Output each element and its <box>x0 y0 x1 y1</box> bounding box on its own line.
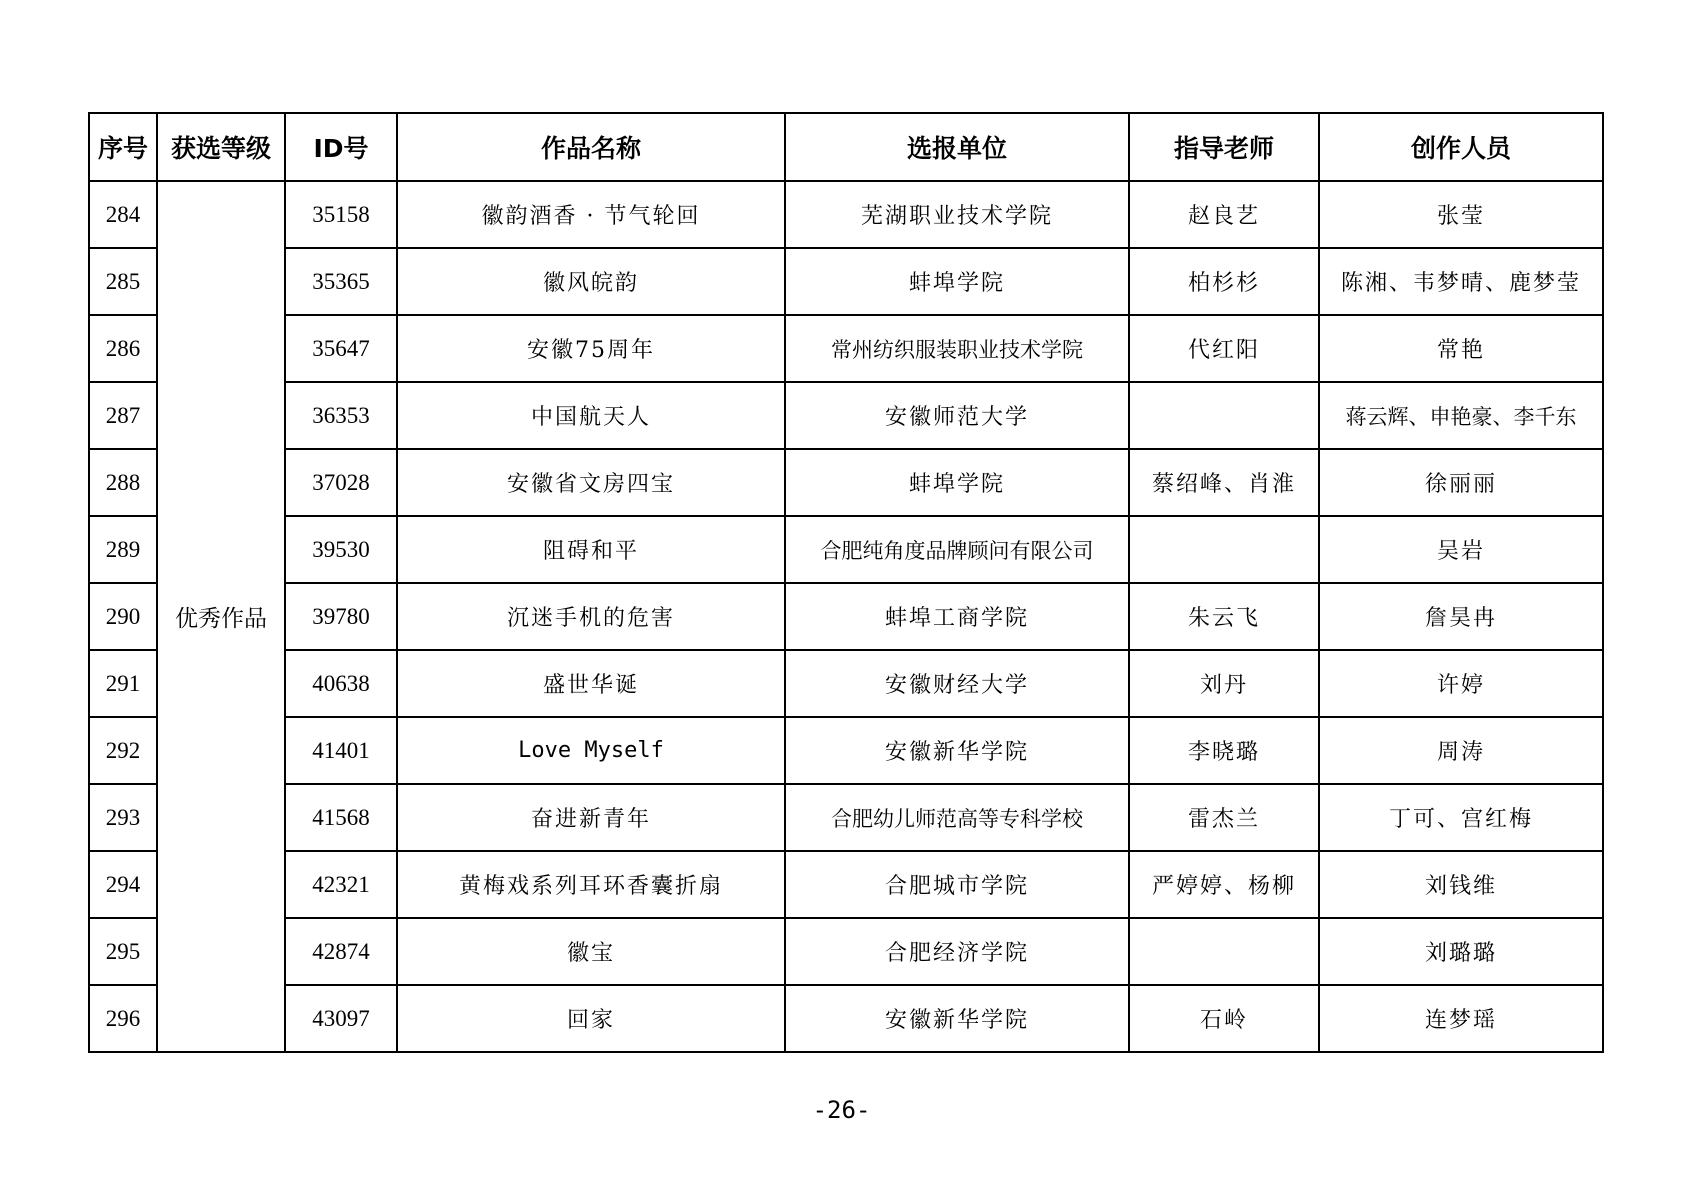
header-level: 获选等级 <box>157 113 285 181</box>
cell-teacher: 蔡绍峰、肖淮 <box>1129 449 1319 516</box>
cell-teacher: 赵良艺 <box>1129 181 1319 248</box>
cell-work: 安徽省文房四宝 <box>397 449 785 516</box>
cell-creators: 刘璐璐 <box>1319 918 1603 985</box>
header-unit: 选报单位 <box>785 113 1129 181</box>
cell-id: 42874 <box>285 918 397 985</box>
cell-id: 41401 <box>285 717 397 784</box>
header-work: 作品名称 <box>397 113 785 181</box>
table-row <box>89 985 1603 1052</box>
cell-unit: 安徽新华学院 <box>785 985 1129 1052</box>
table-row <box>89 583 1603 650</box>
cell-creators: 徐丽丽 <box>1319 449 1603 516</box>
cell-teacher: 石岭 <box>1129 985 1319 1052</box>
cell-seq: 291 <box>89 650 157 717</box>
cell-teacher: 刘丹 <box>1129 650 1319 717</box>
cell-work: 徽宝 <box>397 918 785 985</box>
cell-creators: 周涛 <box>1319 717 1603 784</box>
cell-seq: 284 <box>89 181 157 248</box>
table-body <box>89 181 1603 1052</box>
cell-work: 黄梅戏系列耳环香囊折扇 <box>397 851 785 918</box>
cell-id: 36353 <box>285 382 397 449</box>
cell-unit: 常州纺织服装职业技术学院 <box>785 315 1129 382</box>
table-row <box>89 650 1603 717</box>
cell-id: 40638 <box>285 650 397 717</box>
cell-teacher: 朱云飞 <box>1129 583 1319 650</box>
header-id: ID号 <box>285 113 397 181</box>
cell-creators: 常艳 <box>1319 315 1603 382</box>
cell-unit: 合肥经济学院 <box>785 918 1129 985</box>
cell-seq: 290 <box>89 583 157 650</box>
cell-work: 阻碍和平 <box>397 516 785 583</box>
cell-seq: 293 <box>89 784 157 851</box>
cell-unit: 合肥城市学院 <box>785 851 1129 918</box>
table-row <box>89 315 1603 382</box>
cell-teacher: 代红阳 <box>1129 315 1319 382</box>
table-header <box>89 113 1603 181</box>
cell-unit: 安徽师范大学 <box>785 382 1129 449</box>
cell-creators: 丁可、宫红梅 <box>1319 784 1603 851</box>
cell-work: 盛世华诞 <box>397 650 785 717</box>
cell-teacher: 雷杰兰 <box>1129 784 1319 851</box>
cell-teacher: 严婷婷、杨柳 <box>1129 851 1319 918</box>
cell-seq: 289 <box>89 516 157 583</box>
cell-teacher <box>1129 918 1319 985</box>
cell-unit: 蚌埠学院 <box>785 449 1129 516</box>
cell-seq: 286 <box>89 315 157 382</box>
cell-seq: 287 <box>89 382 157 449</box>
cell-creators: 詹昊冉 <box>1319 583 1603 650</box>
cell-work: 安徽75周年 <box>397 315 785 382</box>
cell-creators: 许婷 <box>1319 650 1603 717</box>
cell-creators: 蒋云辉、申艳豪、李千东 <box>1319 382 1603 449</box>
cell-id: 41568 <box>285 784 397 851</box>
header-row <box>89 113 1603 181</box>
header-creators: 创作人员 <box>1319 113 1603 181</box>
cell-unit: 合肥纯角度品牌顾问有限公司 <box>785 516 1129 583</box>
cell-unit: 蚌埠学院 <box>785 248 1129 315</box>
cell-seq: 288 <box>89 449 157 516</box>
cell-creators: 连梦瑶 <box>1319 985 1603 1052</box>
cell-id: 42321 <box>285 851 397 918</box>
cell-id: 35158 <box>285 181 397 248</box>
cell-seq: 295 <box>89 918 157 985</box>
table-row <box>89 181 1603 248</box>
cell-teacher: 李晓璐 <box>1129 717 1319 784</box>
table-row <box>89 516 1603 583</box>
header-seq: 序号 <box>89 113 157 181</box>
cell-work: 沉迷手机的危害 <box>397 583 785 650</box>
cell-teacher: 柏杉杉 <box>1129 248 1319 315</box>
cell-id: 35647 <box>285 315 397 382</box>
cell-work: 徽韵酒香 · 节气轮回 <box>397 181 785 248</box>
table-row <box>89 248 1603 315</box>
awards-table <box>88 112 1604 1053</box>
cell-seq: 292 <box>89 717 157 784</box>
cell-teacher <box>1129 382 1319 449</box>
cell-creators: 张莹 <box>1319 181 1603 248</box>
cell-unit: 蚌埠工商学院 <box>785 583 1129 650</box>
cell-seq: 296 <box>89 985 157 1052</box>
table-row <box>89 851 1603 918</box>
cell-id: 43097 <box>285 985 397 1052</box>
cell-id: 35365 <box>285 248 397 315</box>
cell-seq: 285 <box>89 248 157 315</box>
cell-creators: 吴岩 <box>1319 516 1603 583</box>
cell-work: 中国航天人 <box>397 382 785 449</box>
cell-creators: 刘钱维 <box>1319 851 1603 918</box>
cell-level: 优秀作品 <box>157 181 285 1052</box>
cell-work: 徽风皖韵 <box>397 248 785 315</box>
cell-work: 奋进新青年 <box>397 784 785 851</box>
cell-work: 回家 <box>397 985 785 1052</box>
cell-id: 39780 <box>285 583 397 650</box>
table-row <box>89 449 1603 516</box>
cell-unit: 安徽新华学院 <box>785 717 1129 784</box>
header-teacher: 指导老师 <box>1129 113 1319 181</box>
table-row <box>89 717 1603 784</box>
cell-unit: 安徽财经大学 <box>785 650 1129 717</box>
cell-unit: 合肥幼儿师范高等专科学校 <box>785 784 1129 851</box>
cell-seq: 294 <box>89 851 157 918</box>
table-row <box>89 784 1603 851</box>
cell-creators: 陈湘、韦梦晴、鹿梦莹 <box>1319 248 1603 315</box>
table-row <box>89 382 1603 449</box>
cell-id: 37028 <box>285 449 397 516</box>
cell-teacher <box>1129 516 1319 583</box>
cell-work: Love Myself <box>397 717 785 784</box>
table-row <box>89 918 1603 985</box>
cell-id: 39530 <box>285 516 397 583</box>
page-number: -26- <box>812 1096 871 1124</box>
cell-unit: 芜湖职业技术学院 <box>785 181 1129 248</box>
